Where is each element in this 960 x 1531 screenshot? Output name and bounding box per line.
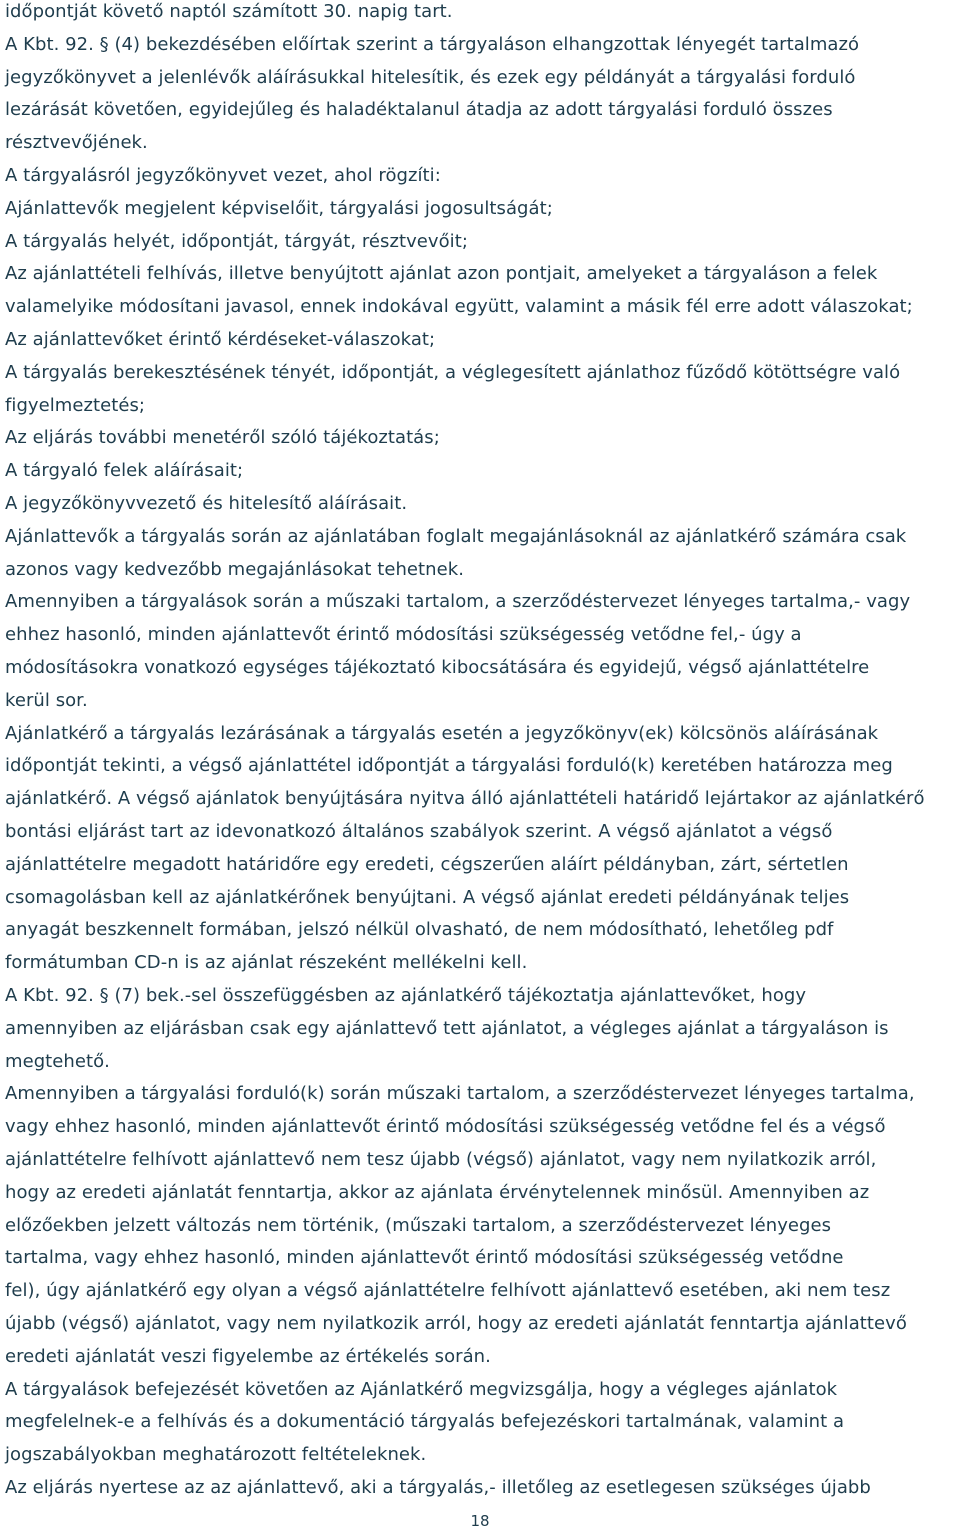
text-line: időpontját tekinti, a végső ajánlattétel időpontját a tárgyalási forduló(k) keretében határozza meg xyxy=(5,755,893,777)
text-line: Amennyiben a tárgyalások során a műszaki tartalom, a szerződéstervezet lényeges tartalma,- vagy xyxy=(5,591,911,613)
text-line: Az eljárás nyertese az az ajánlattevő, aki a tárgyalás,- illetőleg az esetlegesen szükséges újabb xyxy=(5,1477,871,1498)
text-line: eredeti ajánlatát veszi figyelembe az értékelés során. xyxy=(5,1345,491,1367)
text-line: amennyiben az eljárásban csak egy ajánlattevő tett ajánlatot, a végleges ajánlat a tárgyaláson is xyxy=(5,1017,889,1039)
text-line: ajánlatkérő. A végső ajánlatok benyújtására nyitva álló ajánlattételi határidő lejártakor az ajánlatkérő xyxy=(5,788,925,810)
text-line: bontási eljárást tart az idevonatkozó általános szabályok szerint. A végső ajánlatot a végső xyxy=(5,821,833,842)
text-line: megtehető. xyxy=(5,1050,110,1072)
text-line: időpontját követő naptól számított 30. napig tart. xyxy=(5,1,453,22)
text-line: jogszabályokban meghatározott feltételeknek. xyxy=(5,1444,427,1466)
text-line: kerül sor. xyxy=(5,689,88,711)
text-line: A jegyzőkönyvvezető és hitelesítő aláírásait. xyxy=(5,493,408,514)
text-line: fel), úgy ajánlatkérő egy olyan a végső ajánlattételre felhívott ajánlattevő esetében, aki nem tesz xyxy=(5,1280,891,1302)
text-line: Az ajánlattevőket érintő kérdéseket-válaszokat; xyxy=(5,329,436,350)
text-line: ajánlattételre megadott határidőre egy eredeti, cégszerűen aláírt példányban, zárt, sértetlen xyxy=(5,853,849,875)
text-line: Ajánlattevők megjelent képviselőit, tárgyalási jogosultságát; xyxy=(5,197,553,219)
text-line: csomagolásban kell az ajánlatkérőnek benyújtani. A végső ajánlat eredeti példányának teljes xyxy=(5,886,850,908)
text-line: hogy az eredeti ajánlatát fenntartja, akkor az ajánlata érvénytelennek minősül. Amennyiben az xyxy=(5,1181,870,1203)
text-line: Ajánlatkérő a tárgyalás lezárásának a tárgyalás esetén a jegyzőkönyv(ek) kölcsönös aláírásának xyxy=(5,722,879,744)
text-line: Az ajánlattételi felhívás, illetve benyújtott ajánlat azon pontjait, amelyeket a tárgyaláson a felek xyxy=(5,263,878,285)
text-line: ajánlattételre felhívott ajánlattevő nem tesz újabb (végső) ajánlatot, vagy nem nyilatkozik arról, xyxy=(5,1149,877,1170)
text-line: azonos vagy kedvezőbb megajánlásokat tehetnek. xyxy=(5,558,464,580)
text-line: A Kbt. 92. § (4) bekezdésében előírtak szerint a tárgyaláson elhangzottak lényegét tartalmazó xyxy=(5,33,860,55)
text-line: figyelmeztetés; xyxy=(5,394,146,416)
text-line: tartalma, vagy ehhez hasonló, minden ajánlattevőt érintő módosítási szükségesség vetődne xyxy=(5,1247,844,1269)
text-line: vagy ehhez hasonló, minden ajánlattevőt érintő módosítási szükségesség vetődne fel és a végső xyxy=(5,1116,886,1138)
text-line: előzőekben jelzett változás nem történik, (műszaki tartalom, a szerződéstervezet lényeges xyxy=(5,1214,832,1236)
text-line: A tárgyalások befejezését követően az Ajánlatkérő megvizsgálja, hogy a végleges ajánlatok xyxy=(5,1378,838,1400)
text-line: A Kbt. 92. § (7) bek.-sel összefüggésben az ajánlatkérő tájékoztatja ajánlattevőket, hogy xyxy=(5,985,807,1006)
text-line: valamelyike módosítani javasol, ennek indokával együtt, valamint a másik fél erre adott válaszokat; xyxy=(5,296,913,318)
text-line: A tárgyalásról jegyzőkönyvet vezet, ahol rögzíti: xyxy=(5,165,441,186)
text-line: A tárgyalás berekesztésének tényét, időpontját, a véglegesített ajánlathoz fűződő kötöttségre való xyxy=(5,361,901,383)
text-line: újabb (végső) ajánlatot, vagy nem nyilatkozik arról, hogy az eredeti ajánlatát fenntartja ajánlattevő xyxy=(5,1313,907,1334)
text-line: lezárását követően, egyidejűleg és haladéktalanul átadja az adott tárgyalási forduló összes xyxy=(5,99,833,121)
text-line: Ajánlattevők a tárgyalás során az ajánlatában foglalt megajánlásoknál az ajánlatkérő számára csak xyxy=(5,525,907,547)
text-line: Az eljárás további menetéről szóló tájékoztatás; xyxy=(5,427,440,449)
text-line: jegyzőkönyvet a jelenlévők aláírásukkal hitelesítik, és ezek egy példányát a tárgyalási forduló xyxy=(5,66,856,88)
text-line: formátumban CD-n is az ajánlat részeként mellékelni kell. xyxy=(5,952,528,974)
text-line: Amennyiben a tárgyalási forduló(k) során műszaki tartalom, a szerződéstervezet lényeges tartalma, xyxy=(5,1083,915,1105)
text-line: ehhez hasonló, minden ajánlattevőt érintő módosítási szükségesség vetődne fel,- úgy a xyxy=(5,624,802,646)
text-line: módosításokra vonatkozó egységes tájékoztató kibocsátására és egyidejű, végső ajánlattételre xyxy=(5,657,870,678)
page-number: 18 xyxy=(470,1512,490,1530)
text-line: A tárgyalás helyét, időpontját, tárgyát, résztvevőit; xyxy=(5,230,468,252)
text-line: A tárgyaló felek aláírásait; xyxy=(5,460,244,482)
text-line: anyagát beszkennelt formában, jelszó nélkül olvasható, de nem módosítható, lehetőleg pdf xyxy=(5,919,834,941)
text-line: megfelelnek-e a felhívás és a dokumentáció tárgyalás befejezéskori tartalmának, valamint a xyxy=(5,1411,845,1433)
text-line: résztvevőjének. xyxy=(5,132,148,154)
